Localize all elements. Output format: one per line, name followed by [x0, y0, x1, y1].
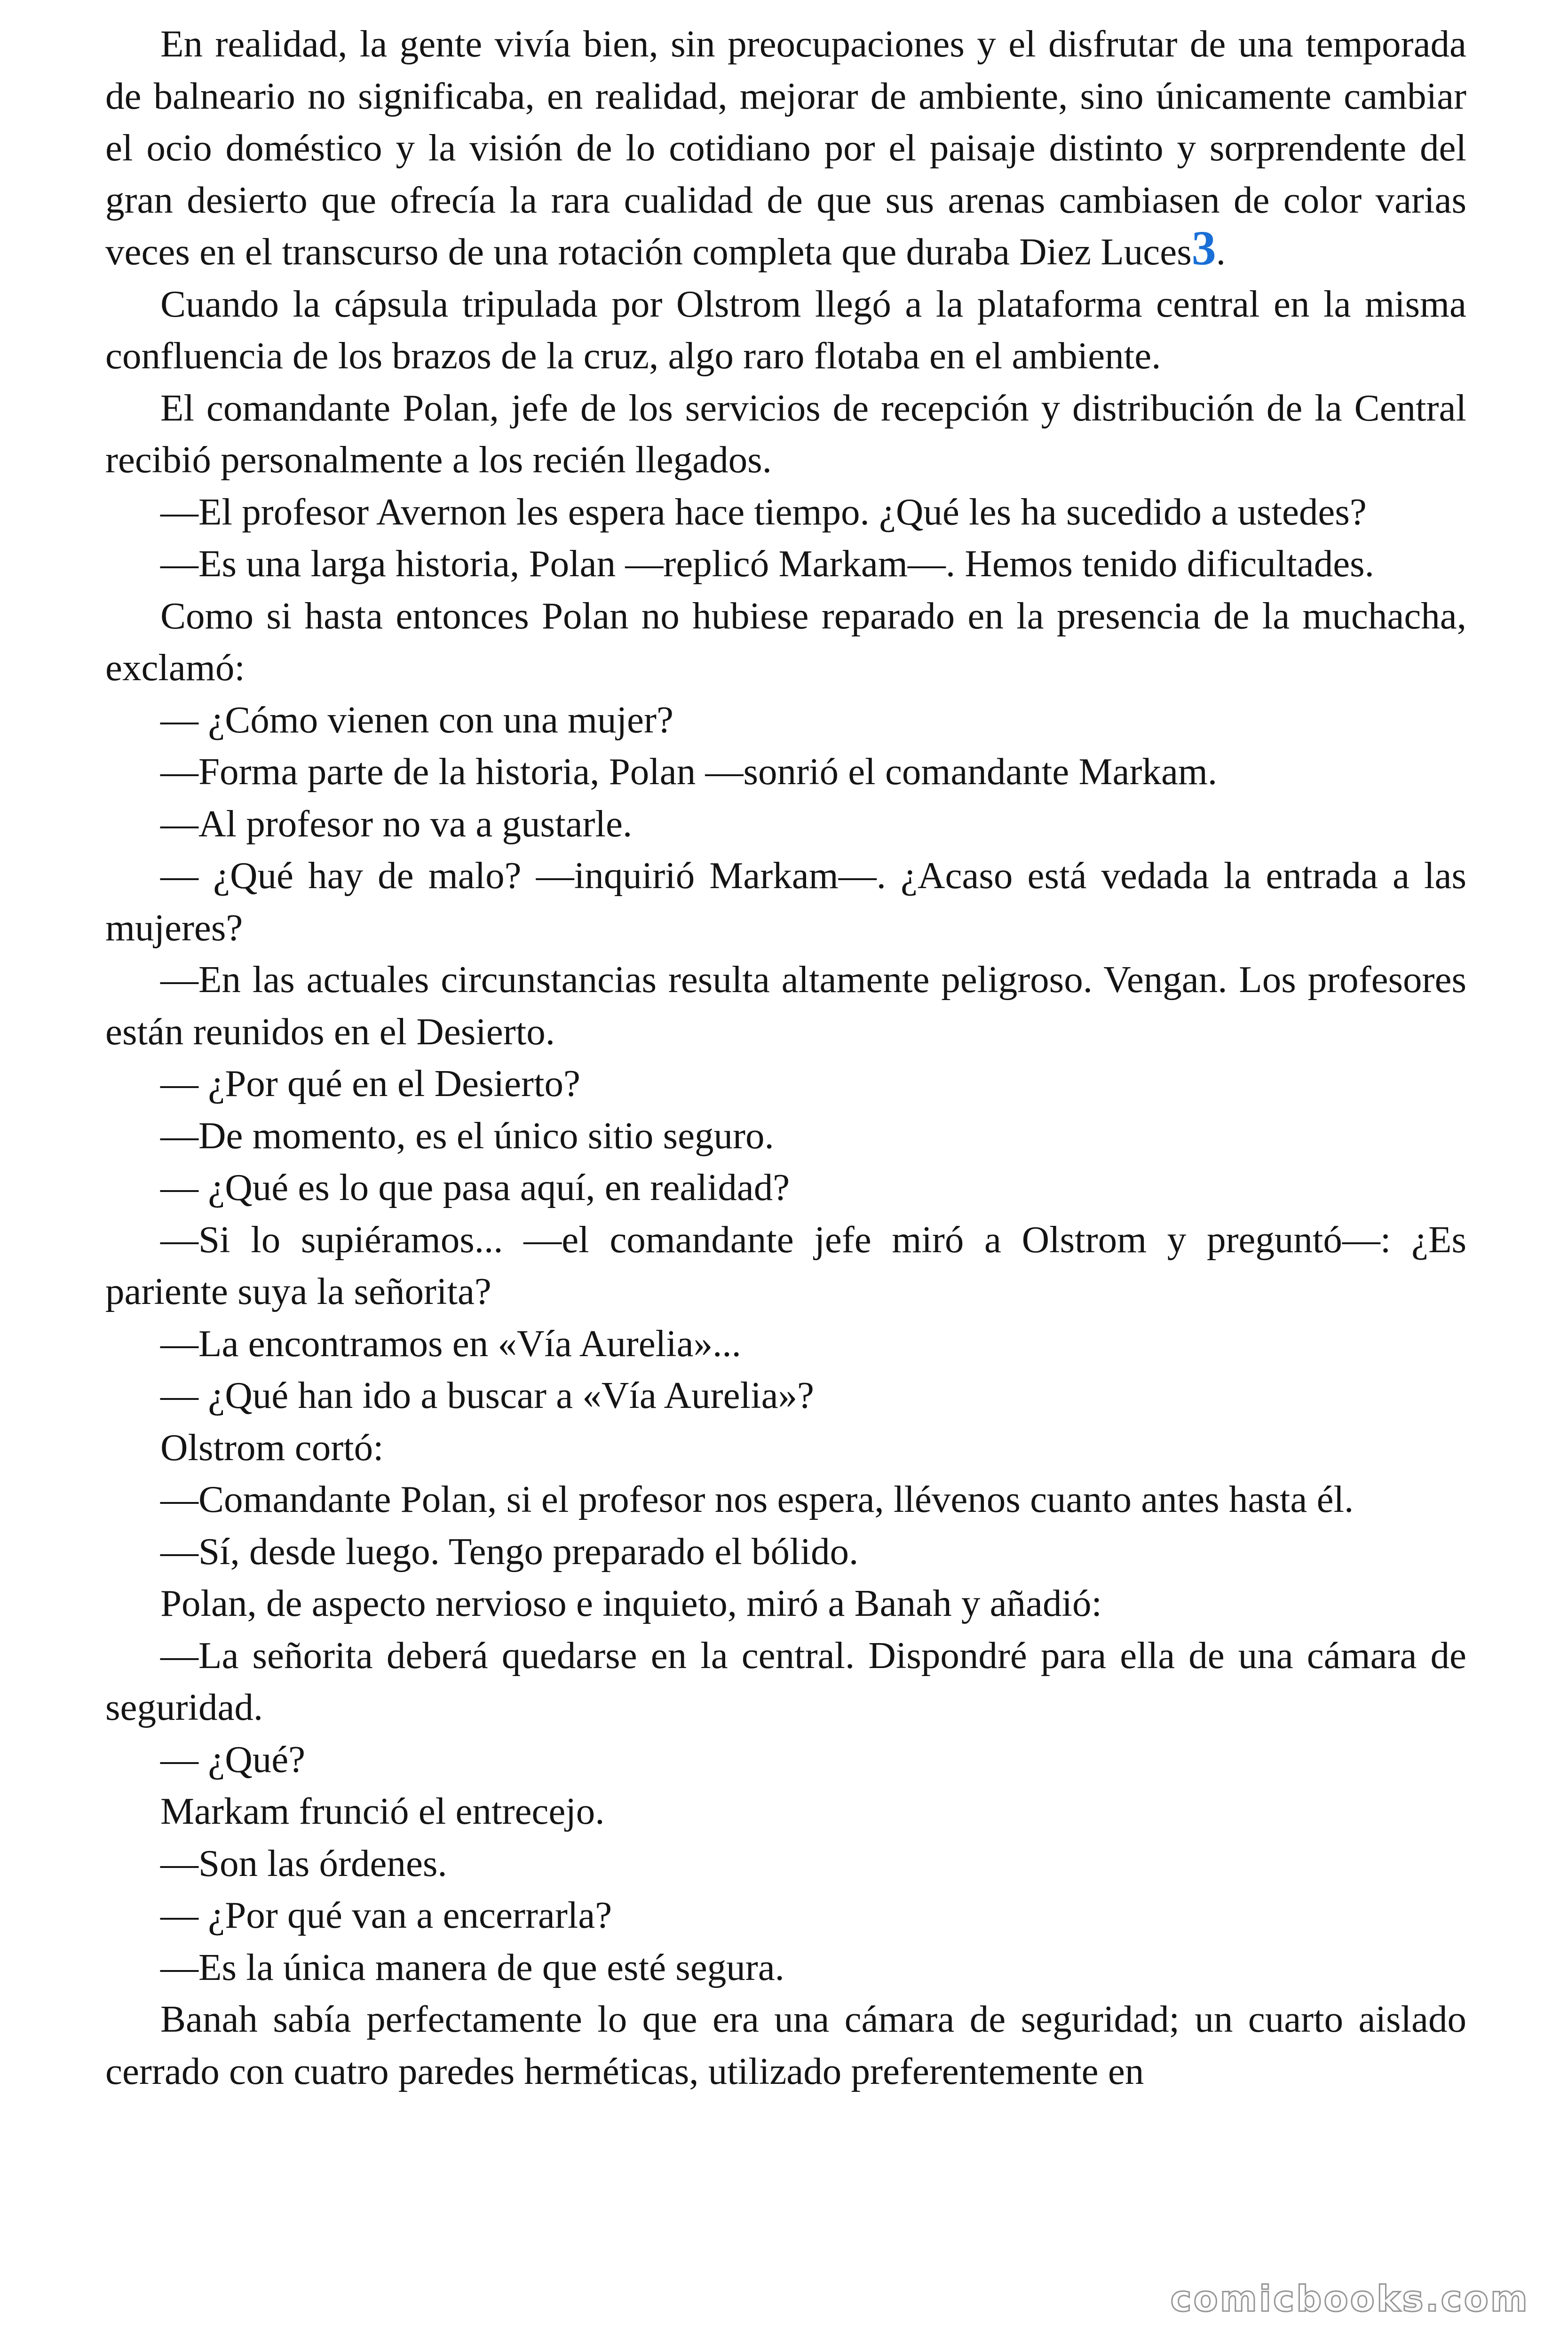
paragraph — [105, 18, 1466, 278]
paragraph: Banah sabía perfectamente lo que era una cámara de seguridad; un cuarto aislado cerrado con cuatro paredes herméticas, utilizado preferentemente en — [105, 1998, 1466, 2092]
paragraph: — ¿Qué hay de malo? —inquirió Markam—. ¿Acaso está vedada la entrada a las mujeres? — [105, 854, 1466, 949]
paragraph: — ¿Qué? — [160, 1738, 306, 1780]
paragraph: Markam frunció el entrecejo. — [160, 1790, 605, 1832]
footnote-link[interactable]: 3 — [1191, 221, 1216, 275]
paragraph: — ¿Por qué van a encerrarla? — [160, 1894, 612, 1936]
paragraph: El comandante Polan, jefe de los servicios de recepción y distribución de la Central recibió personalmente a los recién llegados. — [105, 386, 1466, 481]
watermark: comicbooks.com — [1170, 2278, 1529, 2320]
paragraph: —La señorita deberá quedarse en la central. Dispondré para ella de una cámara de seguridad. — [105, 1634, 1466, 1728]
paragraph: —Son las órdenes. — [160, 1842, 447, 1884]
paragraph: —Al profesor no va a gustarle. — [160, 802, 633, 845]
paragraph: —El profesor Avernon les espera hace tiempo. ¿Qué les ha sucedido a ustedes? — [160, 490, 1367, 533]
paragraph: —De momento, es el único sitio seguro. — [160, 1114, 774, 1157]
paragraph: —En las actuales circunstancias resulta altamente peligroso. Vengan. Los profesores están reunidos en el Desierto. — [105, 958, 1466, 1053]
paragraph: — ¿Qué han ido a buscar a «Vía Aurelia»? — [160, 1374, 814, 1416]
paragraph: — ¿Por qué en el Desierto? — [160, 1062, 580, 1104]
paragraph: —Sí, desde luego. Tengo preparado el bólido. — [160, 1530, 859, 1573]
paragraph: —Comandante Polan, si el profesor nos espera, llévenos cuanto antes hasta él. — [160, 1478, 1354, 1520]
paragraph: —Es una larga historia, Polan —replicó Markam—. Hemos tenido dificultades. — [160, 542, 1374, 585]
paragraph: Olstrom cortó: — [160, 1426, 384, 1469]
paragraph: Como si hasta entonces Polan no hubiese reparado en la presencia de la muchacha, exclamó: — [105, 594, 1466, 689]
paragraph: —Forma parte de la historia, Polan —sonrió el comandante Markam. — [160, 750, 1218, 793]
paragraph-text: . — [1216, 230, 1226, 273]
paragraph: —Es la única manera de que esté segura. — [160, 1946, 784, 1988]
paragraph: — ¿Qué es lo que pasa aquí, en realidad? — [160, 1166, 790, 1208]
paragraph: —Si lo supiéramos... —el comandante jefe miró a Olstrom y preguntó—: ¿Es pariente suya la señorita? — [105, 1218, 1466, 1312]
paragraph-text: En realidad, la gente vivía bien, sin preocupaciones y el disfrutar de una temporada de balneario no significaba, en realidad, mejorar de ambiente, sino únicamente cambiar el ocio doméstico y la visión de lo cotidiano por el paisaje distinto y sorprendente del gran desierto que ofrecía la rara cualidad de que sus arenas cambiasen de color varias veces en el transcurso de una rotación completa que duraba Diez Luces — [105, 23, 1466, 273]
paragraph: — ¿Cómo vienen con una mujer? — [160, 698, 673, 741]
paragraph: Polan, de aspecto nervioso e inquieto, miró a Banah y añadió: — [160, 1582, 1102, 1624]
paragraph: —La encontramos en «Vía Aurelia»... — [160, 1322, 741, 1365]
page-body — [105, 18, 1466, 2097]
paragraph: Cuando la cápsula tripulada por Olstrom llegó a la plataforma central en la misma confluencia de los brazos de la cruz, algo raro flotaba en el ambiente. — [105, 282, 1466, 377]
